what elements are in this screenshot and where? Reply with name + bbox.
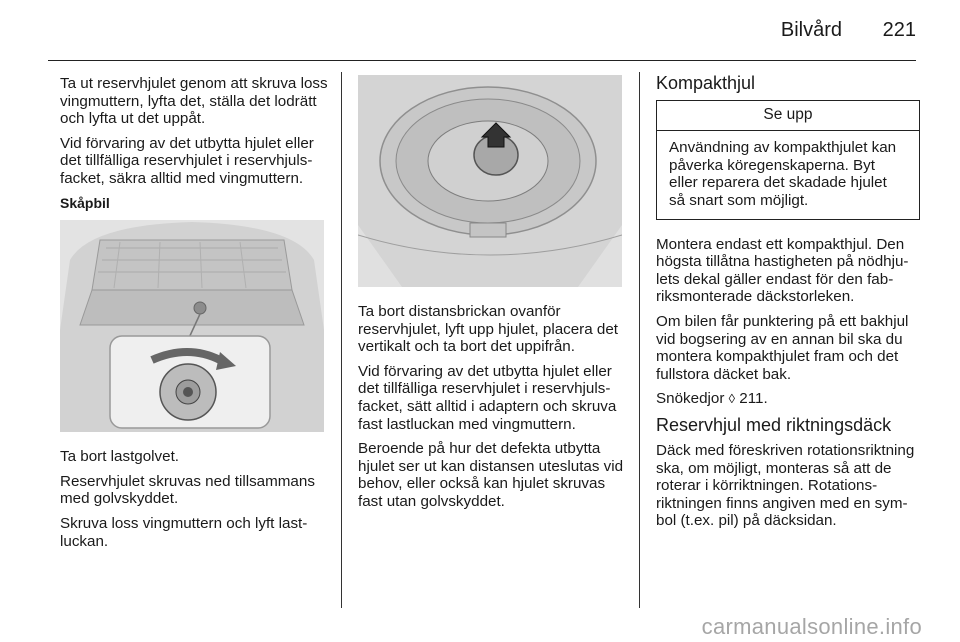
page-reference-arrow-icon: ◊ — [728, 391, 736, 407]
column-divider-1 — [341, 72, 342, 608]
illustration-cargo-floor-wingnut — [60, 220, 324, 432]
caution-title: Se upp — [657, 101, 919, 132]
header-divider — [48, 60, 916, 61]
paragraph: Vid förvaring av det utbytta hjulet eller det tillfälliga reservhjulet i reservhjulsfacket, säkra alltid med vingmuttern. — [60, 134, 314, 187]
illustration-spare-wheel-well — [358, 75, 622, 287]
paragraph: Om bilen får punktering på ett bakhjul vid bogsering av en annan bil ska du montera kompakthjulet fram och det fullstora däcket bak. — [656, 312, 909, 383]
caution-text: Användning av kompakthjulet kan påverka köregenskaperna. Byt eller reparera det skadade hjulet så snart som möjligt. — [669, 139, 897, 209]
column-divider-2 — [639, 72, 640, 608]
paragraph: Däck med föreskriven rotationsriktning ska, om möjligt, monteras så att de roterar i körriktningen. Rotationsriktningen finns angiven med en symbol (t.ex. pil) på däcksidan. — [656, 441, 915, 530]
snow-chains-label: Snökedjor — [656, 390, 725, 408]
paragraph: Vid förvaring av det utbytta hjulet eller det tillfälliga reservhjulet i reservhjulsfacket, sätt alltid i adaptern och skruva fast lastluckan med vingmuttern. — [358, 362, 617, 433]
page-header — [0, 0, 960, 62]
paragraph: Beroende på hur det defekta utbytta hjulet ser ut kan distansen uteslutas vid behov, eller också kan hjulet skruvas fast utan golvskyddet. — [358, 440, 624, 510]
subheading-van: Skåpbil — [60, 194, 110, 211]
heading-compact-wheel: Kompakthjul — [656, 73, 756, 93]
page-number: 221 — [882, 19, 916, 41]
snow-chains-reference — [656, 390, 922, 408]
paragraph: Ta bort distansbrickan ovanför reservhjulet, lyft upp hjulet, placera det vertikalt och ta bort det uppifrån. — [358, 303, 619, 356]
heading-directional-tyre: Reservhjul med riktningsdäck — [656, 414, 892, 435]
column-2 — [358, 303, 624, 518]
column-3 — [656, 75, 922, 537]
watermark-text: carmanualsonline.info — [701, 614, 922, 639]
paragraph: Skruva loss vingmuttern och lyft lastluckan. — [60, 514, 308, 550]
column-1 — [60, 75, 328, 557]
section-title: Bilvård — [780, 19, 842, 41]
paragraph: Montera endast ett kompakthjul. Den högsta tillåtna hastigheten på nödhjulets dekal gäller endast för den fabriksmonterade däckstorleken. — [656, 235, 909, 306]
paragraph: Ta ut reservhjulet genom att skruva loss vingmuttern, lyfta det, ställa det lodrätt och lyfta ut det uppåt. — [60, 75, 328, 128]
snow-chains-page-link[interactable]: 211. — [739, 390, 768, 408]
paragraph: Reservhjulet skruvas ned tillsammans med golvskyddet. — [60, 472, 315, 508]
caution-box — [656, 100, 920, 220]
paragraph: Ta bort lastgolvet. — [60, 448, 180, 466]
